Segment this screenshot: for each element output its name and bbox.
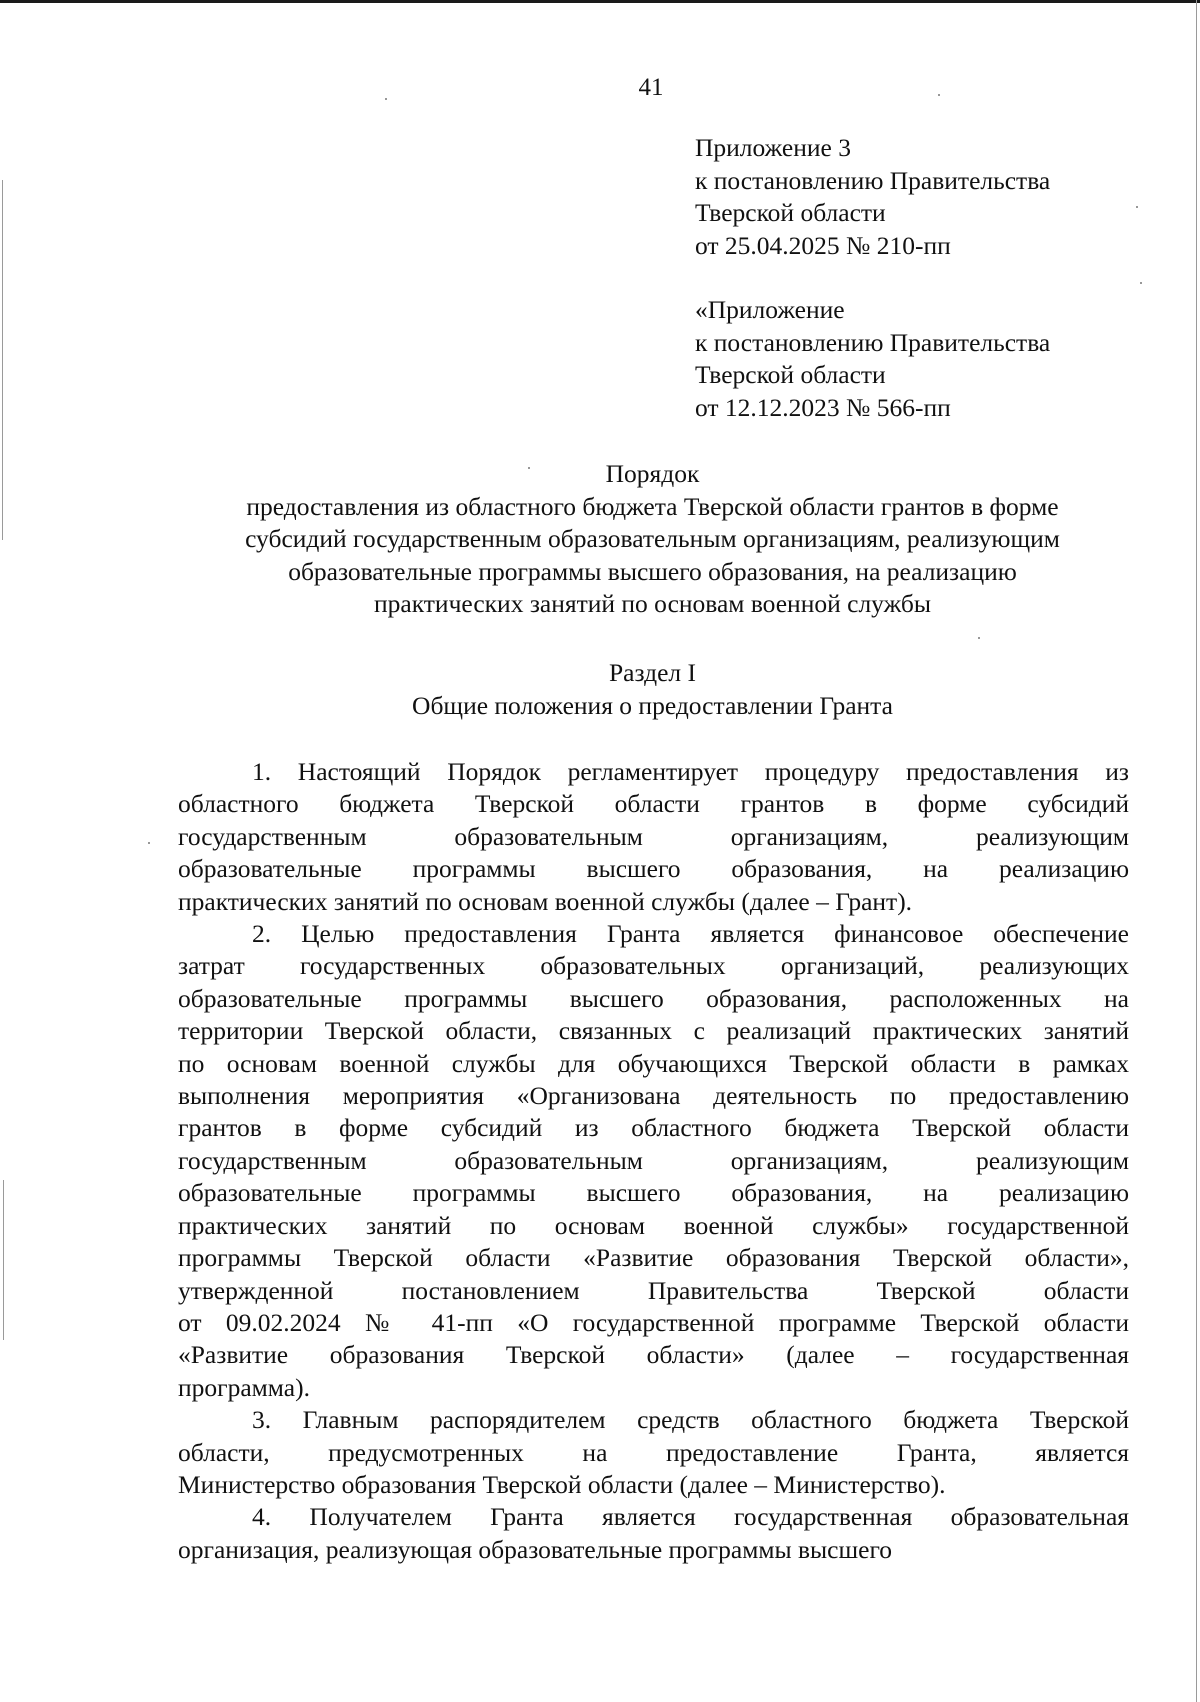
section-number: Раздел I bbox=[609, 658, 696, 687]
approval-line: от 12.12.2023 № 566-пп bbox=[695, 392, 951, 422]
paragraph-line: грантов в форме субсидий из областного бюджета Тверской области bbox=[178, 1113, 1129, 1143]
paragraph-line: Министерство образования Тверской области (далее – Министерство). bbox=[178, 1469, 946, 1499]
section-name: Общие положения о предоставлении Гранта bbox=[412, 691, 893, 720]
paragraph-line: по основам военной службы для обучающихся Тверской области в рамках bbox=[178, 1048, 1129, 1078]
paragraph-3 bbox=[178, 1404, 1129, 1501]
paragraph-line: областного бюджета Тверской области грантов в форме субсидий bbox=[178, 789, 1129, 819]
paragraph-line: области, предусмотренных на предоставление Гранта, является bbox=[178, 1437, 1129, 1467]
approval-line: Приложение 3 bbox=[695, 133, 851, 162]
approval-line: от 25.04.2025 № 210-пп bbox=[695, 230, 951, 260]
paragraph-line: практических занятий по основам военной службы (далее – Грант). bbox=[178, 886, 913, 916]
scan-speck bbox=[1140, 282, 1142, 284]
paragraph-line: утвержденной постановлением Правительства Тверской области bbox=[178, 1275, 1129, 1305]
scan-speck bbox=[978, 637, 980, 639]
title-line: образовательные программы высшего образования, на реализацию bbox=[288, 556, 1017, 586]
section-heading bbox=[170, 656, 1135, 722]
paragraph-line: программа). bbox=[178, 1372, 310, 1402]
approval-stamp-original bbox=[695, 294, 1050, 424]
paragraph-line: образовательные программы высшего образования, на реализацию bbox=[178, 1178, 1129, 1208]
paragraph-line: образовательные программы высшего образования, на реализацию bbox=[178, 854, 1129, 884]
approval-line: Тверской области bbox=[695, 360, 886, 389]
body-text bbox=[178, 756, 1129, 1566]
scan-speck bbox=[1136, 206, 1138, 208]
paragraph-line: затрат государственных образовательных организаций, реализующих bbox=[178, 951, 1129, 981]
approval-line: «Приложение bbox=[695, 295, 845, 324]
paragraph-line: практических занятий по основам военной службы» государственной bbox=[178, 1210, 1129, 1240]
paragraph-line: государственным образовательным организациям, реализующим bbox=[178, 1145, 1129, 1175]
scan-top-border bbox=[0, 0, 1200, 3]
paragraph-line: программы Тверской области «Развитие образования Тверской области», bbox=[178, 1243, 1129, 1273]
paragraph-line: от 09.02.2024 № 41-пп «О государственной программе Тверской области bbox=[178, 1307, 1129, 1337]
title-line: субсидий государственным образовательным организациям, реализующим bbox=[245, 524, 1060, 553]
scan-right-edge bbox=[1196, 0, 1197, 1702]
scan-speck bbox=[148, 842, 150, 844]
paragraph-line: 4. Получателем Гранта является государственная образовательная bbox=[252, 1502, 1129, 1532]
paragraph-line: 2. Целью предоставления Гранта является финансовое обеспечение bbox=[252, 919, 1129, 949]
approval-line: Тверской области bbox=[695, 198, 886, 227]
document-title bbox=[170, 458, 1135, 621]
paragraph-line: образовательные программы высшего образования, расположенных на bbox=[178, 983, 1129, 1013]
paragraph-1 bbox=[178, 756, 1129, 918]
scan-left-edge bbox=[2, 180, 3, 540]
scan-left-edge-lower bbox=[3, 1180, 4, 1340]
paragraph-line: 1. Настоящий Порядок регламентирует процедуру предоставления из bbox=[252, 757, 1129, 786]
paragraph-line: «Развитие образования Тверской области» (далее – государственная bbox=[178, 1340, 1129, 1370]
paragraph-line: 3. Главным распорядителем средств областного бюджета Тверской bbox=[252, 1405, 1129, 1435]
approval-line: к постановлению Правительства bbox=[695, 165, 1051, 195]
title-line: практических занятий по основам военной службы bbox=[374, 589, 931, 618]
paragraph-line: организация, реализующая образовательные программы высшего bbox=[178, 1534, 893, 1564]
paragraph-line: выполнения мероприятия «Организована деятельность по предоставлению bbox=[178, 1081, 1129, 1111]
page-number: 41 bbox=[638, 74, 664, 101]
paragraph-2 bbox=[178, 918, 1129, 1404]
approval-line: к постановлению Правительства bbox=[695, 327, 1051, 357]
title-heading: Порядок bbox=[605, 459, 700, 488]
paragraph-4 bbox=[178, 1501, 1129, 1566]
paragraph-line: территории Тверской области, связанных с реализаций практических занятий bbox=[178, 1016, 1129, 1046]
title-line: предоставления из областного бюджета Тверской области грантов в форме bbox=[246, 491, 1059, 521]
paragraph-line: государственным образовательным организациям, реализующим bbox=[178, 821, 1129, 851]
approval-stamp-current bbox=[695, 132, 1050, 262]
